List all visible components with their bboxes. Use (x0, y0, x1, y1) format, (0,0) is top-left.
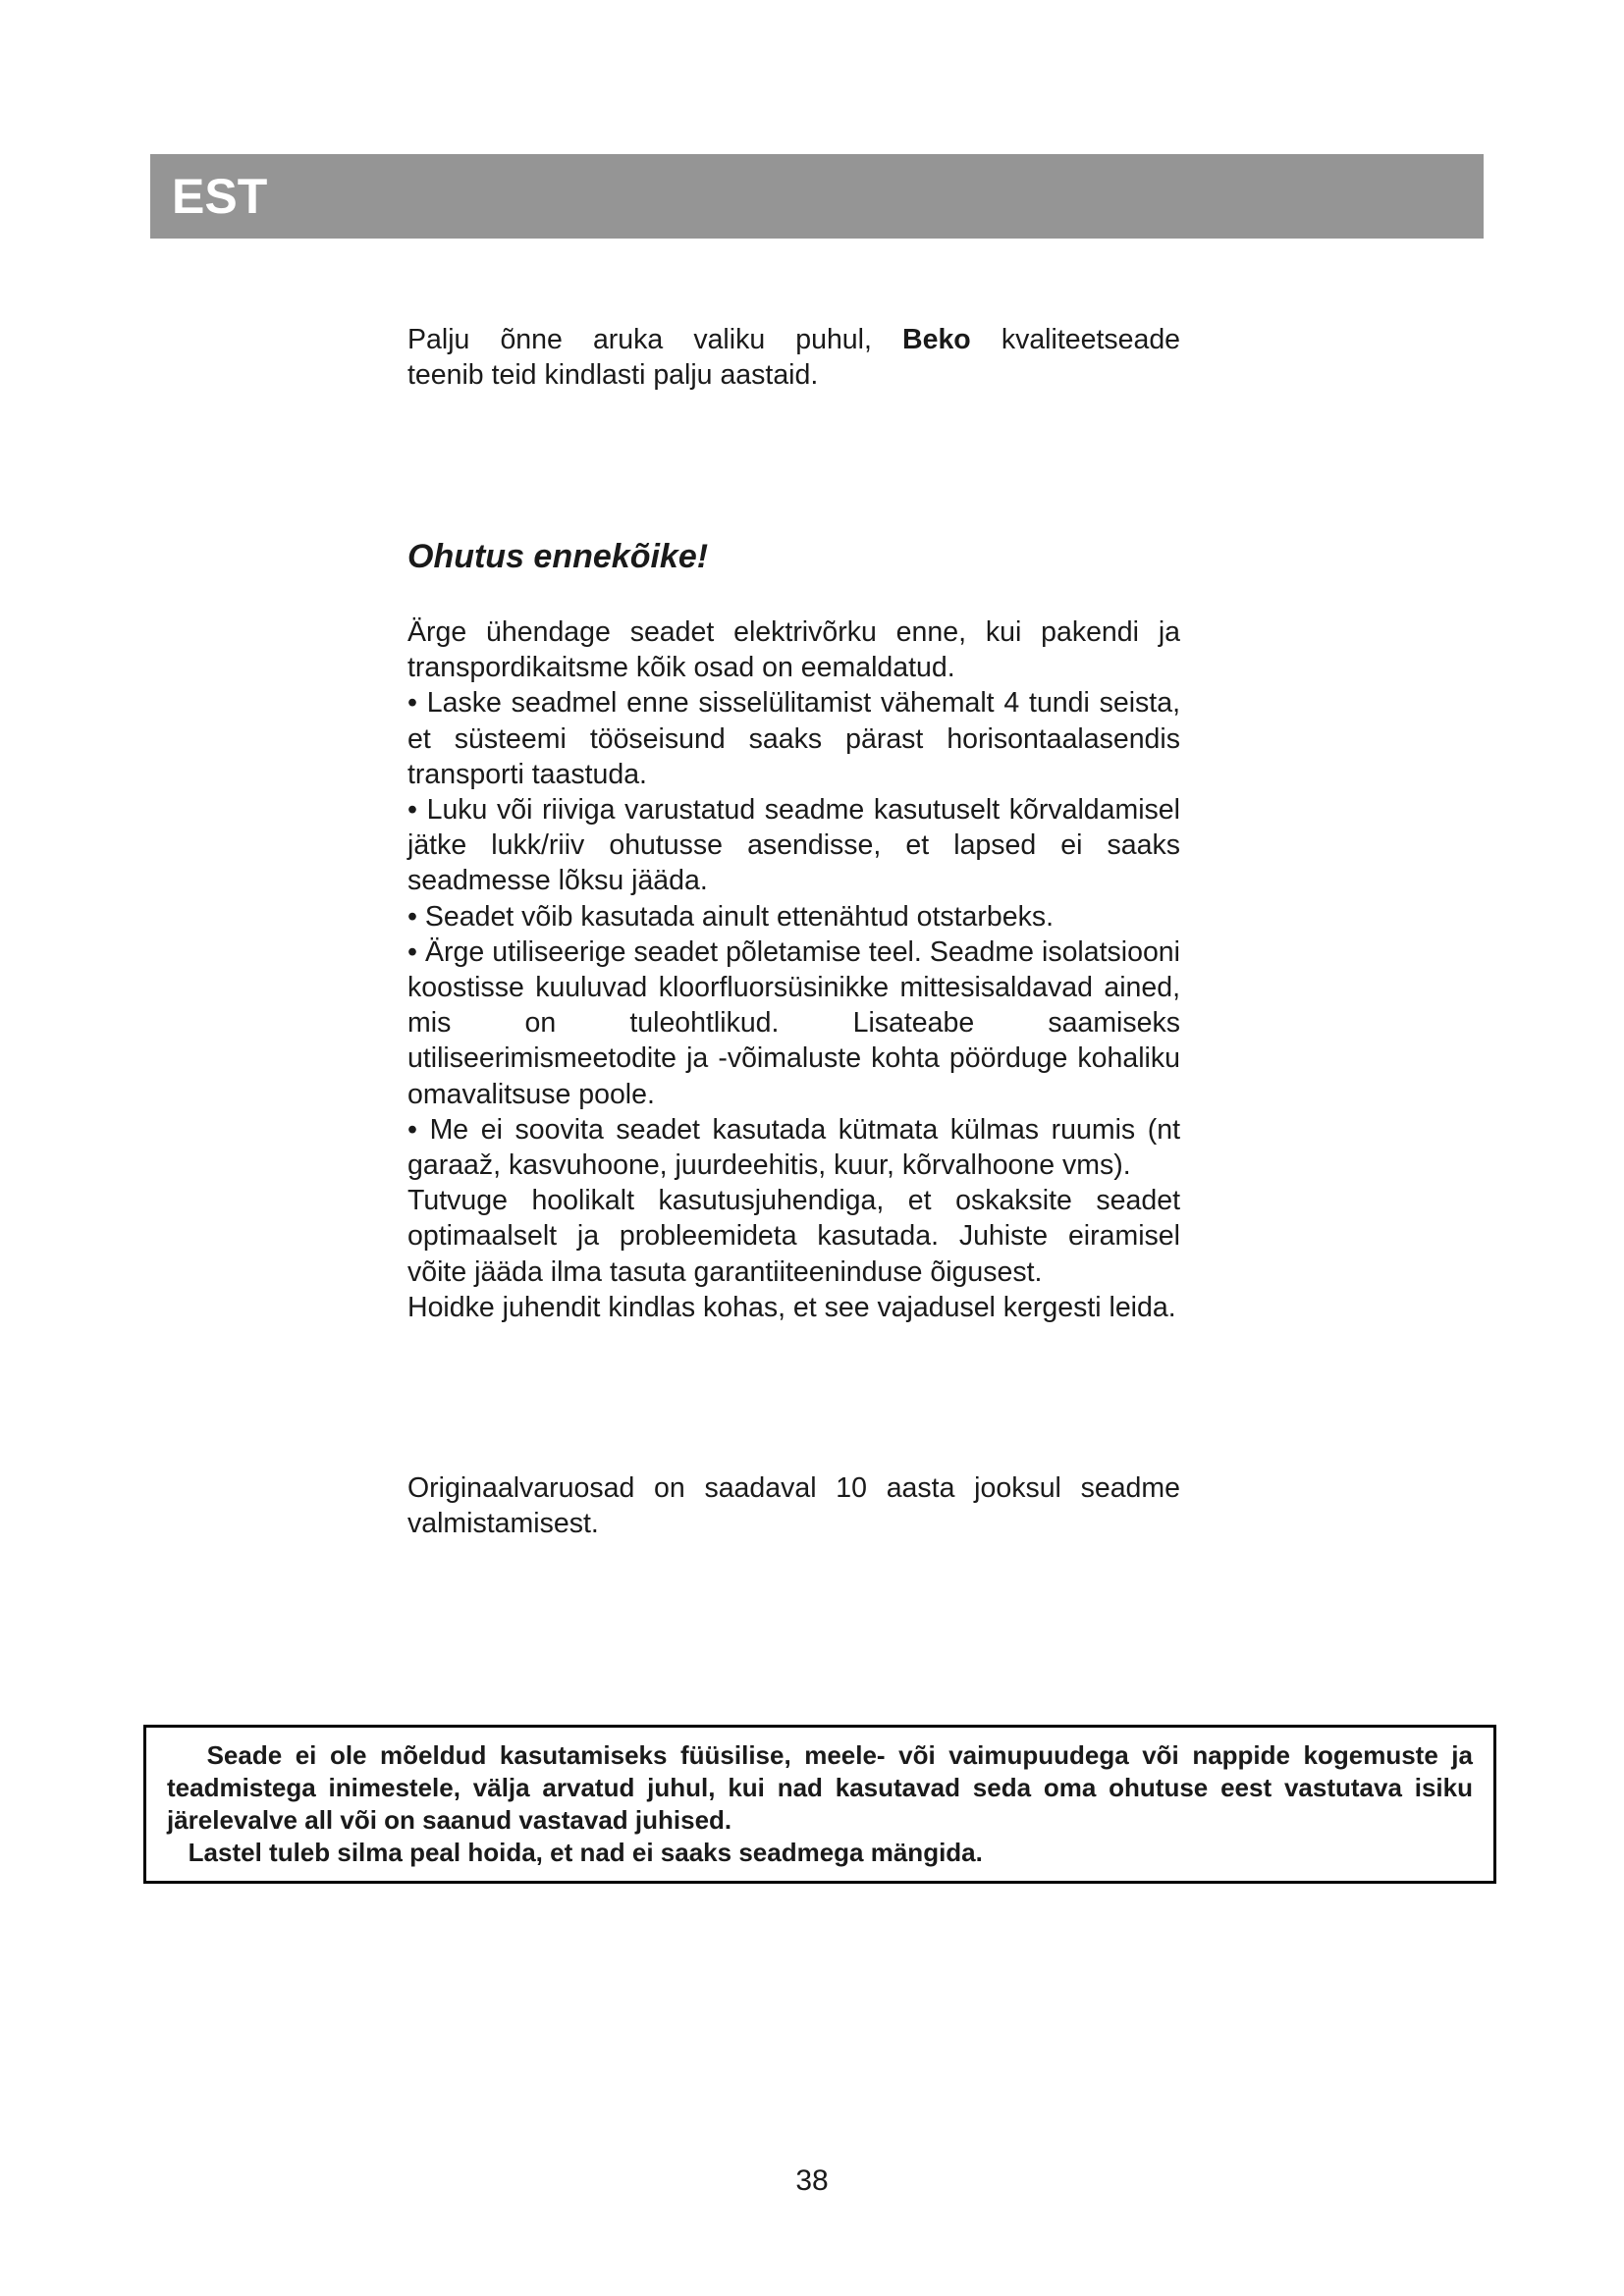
language-header-bar (150, 154, 1484, 239)
page-number: 38 (795, 2164, 829, 2197)
safety-bullet: • Seadet võib kasutada ainult ettenähtud otstarbeks. (407, 900, 1055, 933)
intro-line-1 (407, 322, 1180, 357)
warning-paragraph-1 (167, 1739, 1473, 1837)
safety-heading: Ohutus ennekõike! (407, 538, 709, 575)
spare-parts-section (407, 1470, 1180, 1541)
brand-name: Beko (902, 324, 971, 355)
safety-bullet: • Laske seadmel enne sisselülitamist vähemalt 4 tundi seista, et süsteemi tööseisund saaks pärast horisontaalasendis transporti taastuda. (407, 687, 1180, 790)
language-code: EST (172, 169, 268, 224)
safety-paragraph: Ärge ühendage seadet elektrivõrku enne, kui pakendi ja transpordikaitsme kõik osad on eemaldatud. (407, 616, 1180, 684)
intro-line-2: teenib teid kindlasti palju aastaid. (407, 359, 819, 392)
safety-section (407, 614, 1180, 1325)
warning-paragraph-2 (167, 1837, 1473, 1869)
safety-bullet: • Ärge utiliseerige seadet põletamise teel. Seadme isolatsiooni koostisse kuuluvad kloorfluorsüsinikke mittesisaldavad ained, mis on tuleohtlikud. Lisateabe saamiseks utiliseerimismeetodite ja -võimaluste kohta pöörduge kohaliku omavalitsuse poole. (407, 935, 1180, 1110)
intro-text-after-brand: kvaliteetseade (1001, 324, 1181, 355)
safety-paragraph: Hoidke juhendit kindlas kohas, et see vajadusel kergesti leida. (407, 1291, 1176, 1323)
warning-box (143, 1725, 1496, 1884)
intro-text-before-brand: Palju õnne aruka valiku puhul, (407, 324, 872, 355)
safety-bullet: • Luku või riiviga varustatud seadme kasutuselt kõrvaldamisel jätke lukk/riiv ohutusse asendisse, et lapsed ei saaks seadmesse lõksu jääda. (407, 794, 1180, 897)
warning-text-1: Seade ei ole mõeldud kasutamiseks füüsilise, meele- või vaimupuudega või nappide kogemuste ja teadmistega inimestele, välja arvatud juhul, kui nad kasutavad seda oma ohutuse eest vastutava isiku järelevalve all või on saanud vastavad juhised. (167, 1740, 1473, 1835)
warning-text-2: Lastel tuleb silma peal hoida, et nad ei saaks seadmega mängida. (188, 1838, 983, 1867)
intro-text (407, 322, 1180, 393)
safety-paragraph: Tutvuge hoolikalt kasutusjuhendiga, et oskaksite seadet optimaalselt ja probleemideta kasutada. Juhiste eiramisel võite jääda ilma tasuta garantiiteeninduse õigusest. (407, 1185, 1180, 1288)
safety-bullet: • Me ei soovita seadet kasutada kütmata külmas ruumis (nt garaaž, kasvuhoone, juurdeehitis, kuur, kõrvalhoone vms). (407, 1113, 1180, 1182)
spare-parts-text: Originaalvaruosad on saadaval 10 aasta jooksul seadme valmistamisest. (407, 1472, 1180, 1540)
